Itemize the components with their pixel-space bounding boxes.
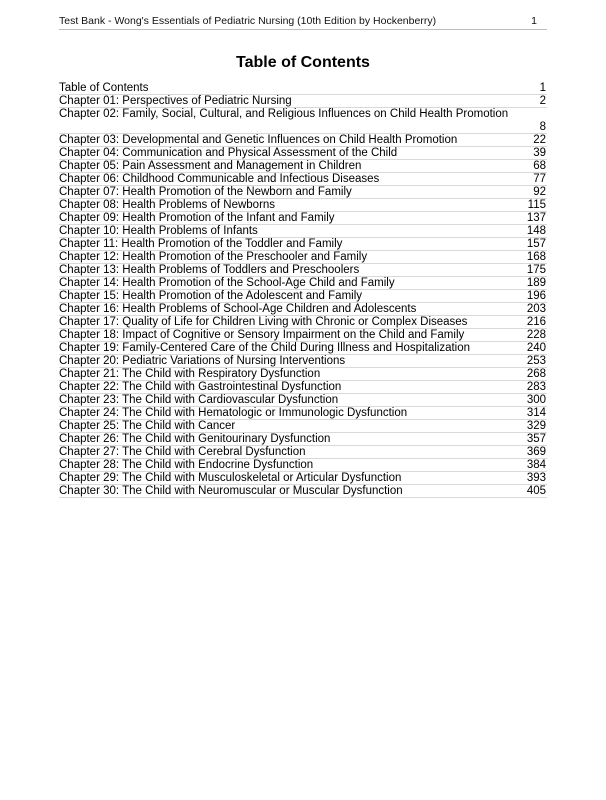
toc-entry[interactable]	[59, 82, 547, 95]
toc-entry[interactable]	[59, 199, 547, 212]
toc-entry[interactable]	[59, 212, 547, 225]
toc-entry-label: Chapter 08: Health Problems of Newborns	[59, 199, 276, 211]
toc-entry[interactable]	[59, 134, 547, 147]
toc-entry[interactable]	[59, 342, 547, 355]
toc-entry[interactable]	[59, 264, 547, 277]
toc-entry-label: Chapter 27: The Child with Cerebral Dysfunction	[59, 446, 306, 458]
toc-entry-page: 314	[526, 407, 546, 419]
toc-entry-page: 393	[526, 472, 546, 484]
table-of-contents	[59, 82, 547, 498]
toc-entry[interactable]	[59, 368, 547, 381]
toc-entry-label: Chapter 22: The Child with Gastrointestinal Dysfunction	[59, 381, 342, 393]
toc-entry-label: Chapter 24: The Child with Hematologic or Immunologic Dysfunction	[59, 407, 408, 419]
toc-entry-label: Chapter 28: The Child with Endocrine Dysfunction	[59, 459, 314, 471]
toc-entry-page: 77	[533, 173, 546, 185]
toc-entry-page: 268	[526, 368, 546, 380]
toc-entry[interactable]	[59, 186, 547, 199]
toc-entry-page: 8	[539, 121, 546, 133]
toc-entry-label: Chapter 17: Quality of Life for Children Living with Chronic or Complex Diseases	[59, 316, 468, 328]
toc-entry-label: Chapter 06: Childhood Communicable and Infectious Diseases	[59, 173, 380, 185]
toc-entry-page: 203	[526, 303, 546, 315]
toc-entry-page: 148	[526, 225, 546, 237]
toc-entry-page: 228	[526, 329, 546, 341]
toc-entry-label: Chapter 18: Impact of Cognitive or Sensory Impairment on the Child and Family	[59, 329, 465, 341]
toc-entry-label: Chapter 23: The Child with Cardiovascular Dysfunction	[59, 394, 339, 406]
toc-entry-label: Table of Contents	[59, 82, 149, 94]
toc-entry[interactable]	[59, 407, 547, 420]
toc-entry-label: Chapter 03: Developmental and Genetic Influences on Child Health Promotion	[59, 134, 458, 146]
toc-entry-page: 300	[526, 394, 546, 406]
toc-entry[interactable]	[59, 459, 547, 472]
running-header	[59, 15, 547, 30]
toc-entry-page: 157	[526, 238, 546, 250]
toc-entry[interactable]	[59, 485, 547, 498]
toc-entry-label: Chapter 25: The Child with Cancer	[59, 420, 236, 432]
toc-entry-label: Chapter 07: Health Promotion of the Newborn and Family	[59, 186, 352, 198]
toc-entry-label: Chapter 14: Health Promotion of the School-Age Child and Family	[59, 277, 395, 289]
toc-entry[interactable]	[59, 316, 547, 329]
toc-entry-label: Chapter 21: The Child with Respiratory Dysfunction	[59, 368, 321, 380]
toc-entry-page: 196	[526, 290, 546, 302]
header-page-number: 1	[531, 15, 537, 27]
toc-entry-label: Chapter 12: Health Promotion of the Preschooler and Family	[59, 251, 368, 263]
toc-entry[interactable]	[59, 329, 547, 342]
toc-entry-label: Chapter 26: The Child with Genitourinary Dysfunction	[59, 433, 331, 445]
toc-entry[interactable]	[59, 472, 547, 485]
toc-entry-page: 189	[526, 277, 546, 289]
toc-entry-label: Chapter 05: Pain Assessment and Management in Children	[59, 160, 362, 172]
toc-entry-label: Chapter 11: Health Promotion of the Toddler and Family	[59, 238, 343, 250]
toc-entry[interactable]	[59, 355, 547, 368]
toc-entry-label: Chapter 30: The Child with Neuromuscular or Muscular Dysfunction	[59, 485, 403, 497]
toc-entry-label: Chapter 15: Health Promotion of the Adolescent and Family	[59, 290, 363, 302]
toc-entry[interactable]	[59, 173, 547, 186]
toc-entry-label: Chapter 16: Health Problems of School-Age Children and Adolescents	[59, 303, 417, 315]
toc-entry-page: 168	[526, 251, 546, 263]
toc-entry-page: 216	[526, 316, 546, 328]
toc-entry[interactable]	[59, 251, 547, 264]
toc-entry-label: Chapter 20: Pediatric Variations of Nursing Interventions	[59, 355, 346, 367]
toc-entry[interactable]	[59, 95, 547, 108]
toc-entry-page: 405	[526, 485, 546, 497]
toc-entry-page: 357	[526, 433, 546, 445]
toc-entry-page: 68	[533, 160, 546, 172]
toc-entry-label: Chapter 04: Communication and Physical Assessment of the Child	[59, 147, 398, 159]
toc-entry[interactable]	[59, 147, 547, 160]
toc-entry-page: 384	[526, 459, 546, 471]
toc-entry[interactable]	[59, 277, 547, 290]
toc-entry[interactable]	[59, 225, 547, 238]
toc-entry-page: 2	[539, 95, 546, 107]
toc-entry[interactable]	[59, 108, 547, 134]
toc-entry-page: 175	[526, 264, 546, 276]
toc-entry-page: 329	[526, 420, 546, 432]
toc-entry[interactable]	[59, 303, 547, 316]
toc-entry-page: 240	[526, 342, 546, 354]
toc-entry[interactable]	[59, 446, 547, 459]
toc-entry-label: Chapter 29: The Child with Musculoskeletal or Articular Dysfunction	[59, 472, 402, 484]
toc-entry-page: 1	[539, 82, 546, 94]
toc-entry-label: Chapter 09: Health Promotion of the Infant and Family	[59, 212, 335, 224]
toc-entry[interactable]	[59, 238, 547, 251]
toc-entry-page: 92	[533, 186, 546, 198]
toc-entry-label: Chapter 10: Health Problems of Infants	[59, 225, 258, 237]
toc-heading: Table of Contents	[236, 54, 370, 71]
toc-entry[interactable]	[59, 381, 547, 394]
toc-entry-page: 115	[527, 199, 546, 211]
toc-entry-label: Chapter 01: Perspectives of Pediatric Nursing	[59, 95, 292, 107]
toc-entry-page: 22	[533, 134, 546, 146]
toc-entry-label: Chapter 19: Family-Centered Care of the Child During Illness and Hospitalization	[59, 342, 471, 354]
toc-entry-page: 253	[526, 355, 546, 367]
toc-entry[interactable]	[59, 160, 547, 173]
toc-entry-label: Chapter 13: Health Problems of Toddlers and Preschoolers	[59, 264, 360, 276]
toc-entry-page: 283	[526, 381, 546, 393]
header-title: Test Bank - Wong's Essentials of Pediatric Nursing (10th Edition by Hockenberry)	[59, 15, 437, 27]
toc-entry-page: 369	[526, 446, 546, 458]
toc-entry[interactable]	[59, 433, 547, 446]
toc-entry[interactable]	[59, 290, 547, 303]
toc-entry-label: Chapter 02: Family, Social, Cultural, and Religious Influences on Child Health Promotion	[59, 108, 509, 120]
toc-entry-page: 39	[533, 147, 546, 159]
toc-entry[interactable]	[59, 420, 547, 433]
toc-entry[interactable]	[59, 394, 547, 407]
toc-entry-page: 137	[526, 212, 546, 224]
